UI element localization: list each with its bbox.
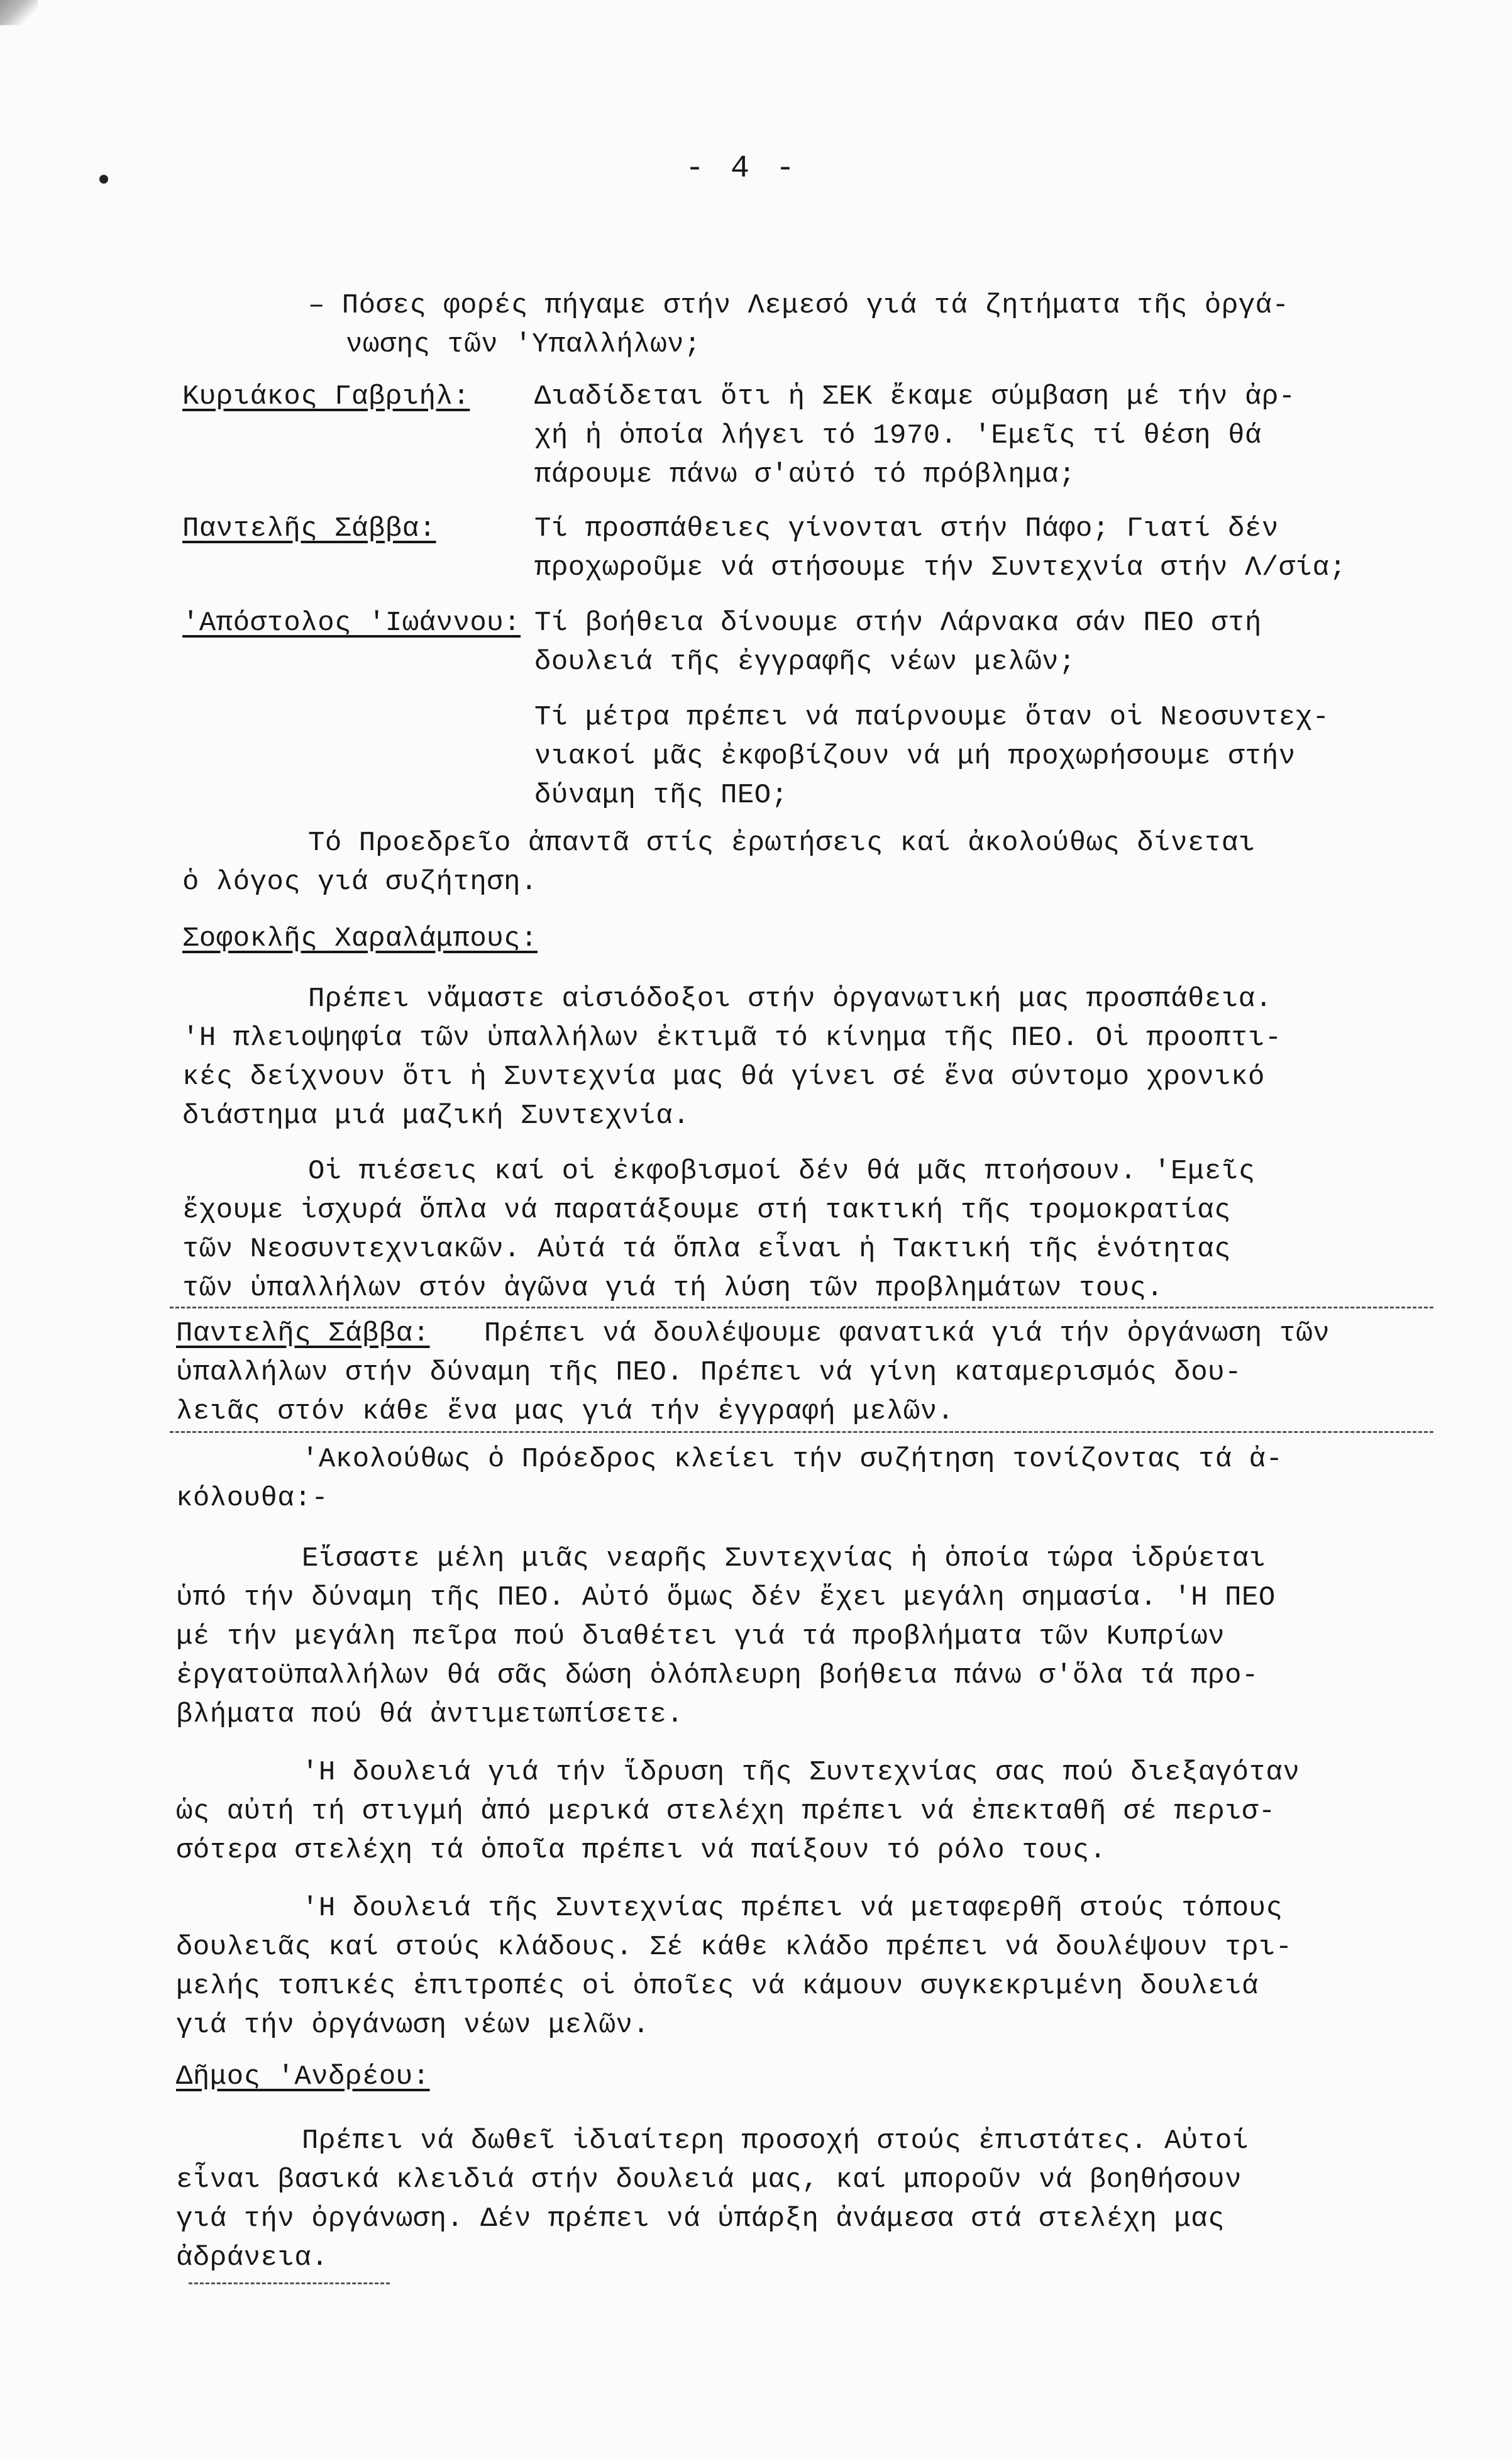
speech-line: χή ἡ ὁποία λήγει τό 1970. 'Εμεῖς τί θέση θά bbox=[534, 420, 1262, 451]
margin-mark bbox=[99, 175, 108, 184]
speaker-name: 'Απόστολος 'Ιωάννου: bbox=[182, 607, 521, 639]
paragraph-line: μελής τοπικές ἐπιτροπές οἱ ὁποῖες νά κάμουν συγκεκριμένη δουλειά bbox=[176, 1971, 1259, 2002]
paragraph-line: ἔχουμε ἰσχυρά ὅπλα νά παρατάξουμε στή τακτική τῆς τρομοκρατίας bbox=[182, 1195, 1232, 1226]
paragraph-line: κές δείχνουν ὅτι ἡ Συντεχνία μας θά γίνει σέ ἕνα σύντομο χρονικό bbox=[182, 1061, 1265, 1093]
paragraph-line: μέ τήν μεγάλη πεῖρα πού διαθέτει γιά τά προβλήματα τῶν Κυπρίων bbox=[176, 1621, 1225, 1652]
question-line: νωσης τῶν 'Υπαλλήλων; bbox=[346, 329, 701, 360]
paragraph-line: τῶν Νεοσυντεχνιακῶν. Αὐτά τά ὅπλα εἶναι ἡ Τακτική τῆς ἑνότητας bbox=[182, 1234, 1232, 1265]
paragraph-line: ὡς αὐτή τή στιγμή ἀπό μερικά στελέχη πρέπει νά ἐπεκταθῆ σέ περισ- bbox=[176, 1796, 1276, 1827]
speech-line: Τί βοήθεια δίνουμε στήν Λάρνακα σάν ΠΕΟ στή bbox=[534, 607, 1262, 639]
scan-edge-shadow bbox=[0, 0, 38, 25]
paragraph-line: 'Η πλειοψηφία τῶν ὑπαλλήλων ἐκτιμᾶ τό κίνημα τῆς ΠΕΟ. Οἱ προοπτι- bbox=[182, 1022, 1282, 1054]
speech-line: πάρουμε πάνω σ'αὐτό τό πρόβλημα; bbox=[534, 459, 1076, 490]
paragraph-line: σότερα στελέχη τά ὁποῖα πρέπει νά παίξουν τό ρόλο τους. bbox=[176, 1835, 1106, 1866]
paragraph-line: 'Η δουλειά γιά τήν ἵδρυση τῆς Συντεχνίας σας πού διεξαγόταν bbox=[302, 1757, 1300, 1788]
speech-line: προχωροῦμε νά στήσουμε τήν Συντεχνία στήν Λ/σία; bbox=[534, 552, 1347, 583]
speech-line: Πρέπει νά δουλέψουμε φανατικά γιά τήν ὀργάνωση τῶν bbox=[484, 1318, 1330, 1349]
paragraph-line: Εἴσαστε μέλη μιᾶς νεαρῆς Συντεχνίας ἡ ὁποία τώρα ἱδρύεται bbox=[302, 1543, 1266, 1574]
page-number: - 4 - bbox=[685, 151, 799, 187]
paragraph-line: κόλουθα:- bbox=[176, 1483, 329, 1514]
speaker-name: Παντελῆς Σάββα: bbox=[176, 1318, 430, 1349]
paragraph-line: εἶναι βασικά κλειδιά στήν δουλειά μας, καί μποροῦν νά βοηθήσουν bbox=[176, 2164, 1242, 2196]
paragraph-line: ὑπό τήν δύναμη τῆς ΠΕΟ. Αὐτό ὅμως δέν ἔχει μεγάλη σημασία. 'Η ΠΕΟ bbox=[176, 1582, 1276, 1613]
speaker-name: Δῆμος 'Ανδρέου: bbox=[176, 2061, 430, 2093]
paragraph-line: δουλειᾶς καί στούς κλάδους. Σέ κάθε κλάδο πρέπει νά δουλέψουν τρι- bbox=[176, 1932, 1293, 1963]
paragraph-line: διάστημα μιά μαζική Συντεχνία. bbox=[182, 1100, 690, 1132]
paragraph-line: ὁ λόγος γιά συζήτηση. bbox=[182, 866, 538, 898]
paragraph-line: 'Ακολούθως ὁ Πρόεδρος κλείει τήν συζήτηση τονίζοντας τά ἀ- bbox=[302, 1444, 1283, 1475]
question-line: – Πόσες φορές πήγαμε στήν Λεμεσό γιά τά ζητήματα τῆς ὀργά- bbox=[308, 290, 1289, 321]
speaker-name: Κυριάκος Γαβριήλ: bbox=[182, 381, 470, 412]
speaker-name: Παντελῆς Σάββα: bbox=[182, 513, 436, 545]
speech-line: δουλειά τῆς ἐγγραφῆς νέων μελῶν; bbox=[534, 646, 1076, 678]
paragraph-line: τῶν ὑπαλλήλων στόν ἀγῶνα γιά τή λύση τῶν προβλημάτων τους. bbox=[182, 1273, 1164, 1304]
speech-line: Τί προσπάθειες γίνονται στήν Πάφο; Γιατί δέν bbox=[534, 513, 1279, 545]
speech-line: νιακοί μᾶς ἐκφοβίζουν νά μή προχωρήσουμε στήν bbox=[534, 741, 1296, 772]
speaker-name: Σοφοκλῆς Χαραλάμπους: bbox=[182, 923, 538, 954]
speech-line: δύναμη τῆς ΠΕΟ; bbox=[534, 780, 788, 811]
speech-line: ὑπαλλήλων στήν δύναμη τῆς ΠΕΟ. Πρέπει νά γίνη καταμερισμός δου- bbox=[176, 1357, 1242, 1388]
paragraph-line: Οἱ πιέσεις καί οἱ ἐκφοβισμοί δέν θά μᾶς πτοήσουν. 'Εμεῖς bbox=[308, 1156, 1255, 1187]
paragraph-line: γιά τήν ὀργάνωση νέων μελῶν. bbox=[176, 2010, 650, 2041]
paragraph-line: ἀδράνεια. bbox=[176, 2242, 329, 2274]
speech-line: λειᾶς στόν κάθε ἕνα μας γιά τήν ἐγγραφή μελῶν. bbox=[176, 1396, 954, 1427]
paragraph-line: Τό Προεδρεῖο ἀπαντᾶ στίς ἐρωτήσεις καί ἀκολούθως δίνεται bbox=[308, 827, 1255, 859]
paragraph-line: γιά τήν ὀργάνωση. Δέν πρέπει νά ὑπάρξη ἀνάμεσα στά στελέχη μας bbox=[176, 2203, 1225, 2235]
paragraph-line: 'Η δουλειά τῆς Συντεχνίας πρέπει νά μεταφερθῆ στούς τόπους bbox=[302, 1893, 1283, 1924]
speech-line: Διαδίδεται ὅτι ἡ ΣΕΚ ἔκαμε σύμβαση μέ τήν ἀρ- bbox=[534, 381, 1296, 412]
paragraph-line: Πρέπει νά δωθεῖ ἰδιαίτερη προσοχή στούς ἐπιστάτες. Αὐτοί bbox=[302, 2125, 1249, 2157]
dashed-divider bbox=[189, 2282, 390, 2284]
paragraph-line: Πρέπει νἄμαστε αἰσιόδοξοι στήν ὀργανωτική μας προσπάθεια. bbox=[308, 983, 1272, 1015]
paragraph-line: βλήματα πού θά ἀντιμετωπίσετε. bbox=[176, 1699, 684, 1730]
paragraph-line: ἐργατοϋπαλλήλων θά σᾶς δώση ὁλόπλευρη βοήθεια πάνω σ'ὅλα τά προ- bbox=[176, 1660, 1259, 1691]
speech-line: Τί μέτρα πρέπει νά παίρνουμε ὅταν οἱ Νεοσυντεχ- bbox=[534, 702, 1330, 733]
dashed-divider bbox=[170, 1307, 1433, 1308]
dashed-divider bbox=[170, 1431, 1433, 1433]
